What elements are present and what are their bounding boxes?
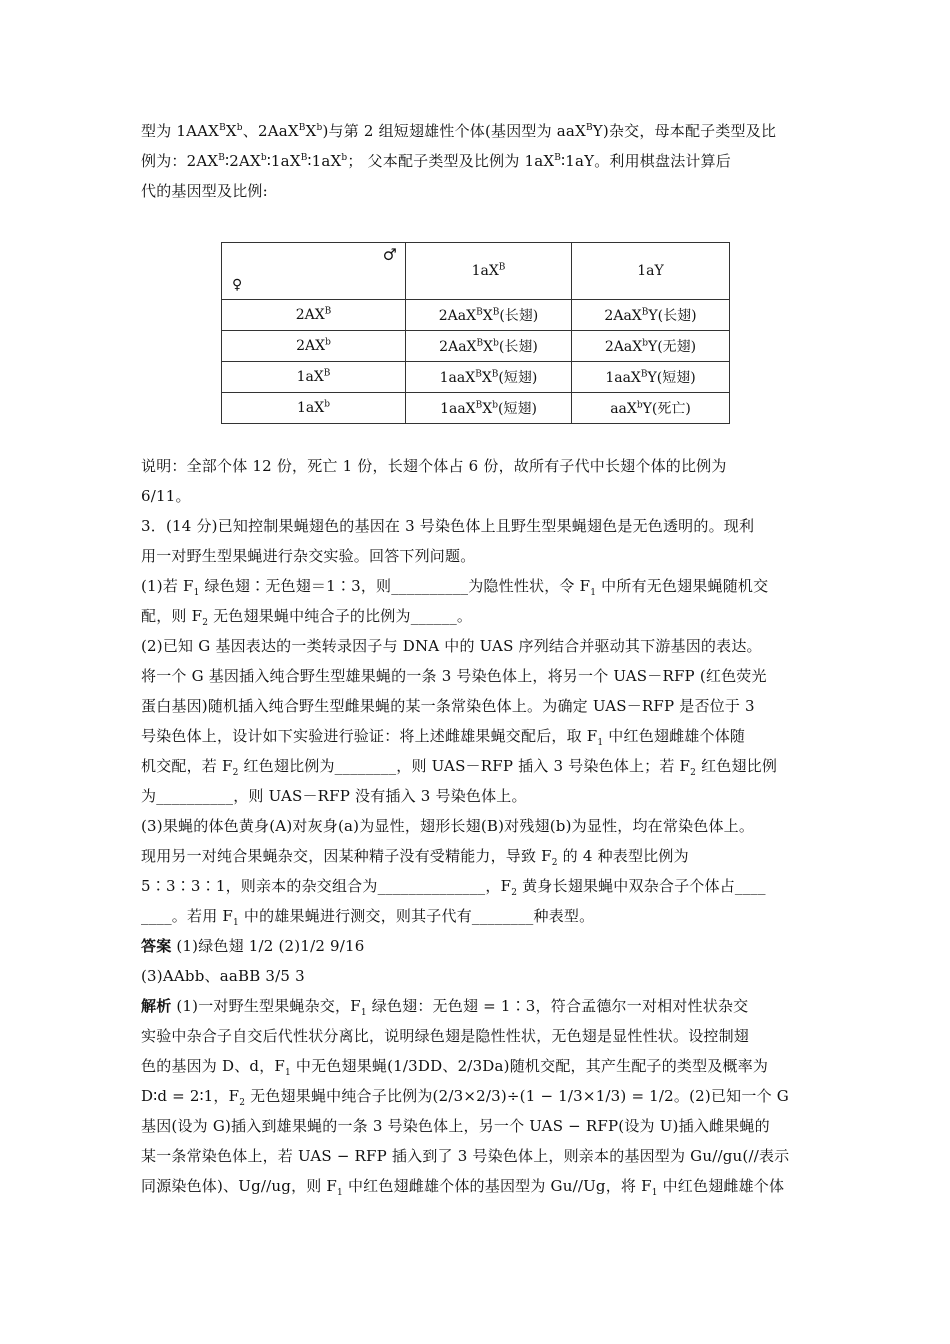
table-cell: $2AaX^BX^b$(长翅) [406, 331, 572, 362]
table-header-row [222, 243, 730, 300]
table-cell: aaX$^b$Y(死亡) [572, 393, 730, 424]
question-part-2-line-5: 机交配，若 $F_2$ 红色翅比例为________，则 UAS－RFP 插入 3 号染色体上；若 $F_2$ 红色翅比例 [141, 757, 778, 778]
punnett-table [221, 242, 730, 424]
question-part-3-line-4: ____。若用 $F_1$ 中的雄果蝇进行测交，则其子代有________种表型。 [141, 907, 595, 928]
table-header-cell: $1aX^B$ [406, 243, 572, 300]
body-section [141, 451, 813, 1201]
table-row-header: $1aX^b$ [222, 393, 406, 424]
analysis-line-3: 色的基因为 D、d，$F_1$ 中无色翅果蝇(1/3DD、2/3Da)随机交配，其产生配子的类型及概率为 [141, 1057, 769, 1078]
question-stem-line-1: 3．(14 分)已知控制果蝇翅色的基因在 3 号染色体上且野生型果蝇翅色是无色透明的。现利 [141, 517, 755, 535]
table-row-header: $2AX^B$ [222, 300, 406, 331]
question-part-2-line-4: 号染色体上，设计如下实验进行验证：将上述雌雄果蝇交配后，取 $F_1$ 中红色翅雌雄个体随 [141, 727, 746, 748]
note-line-2: 6/11。 [141, 487, 191, 505]
analysis-line-2: 实验中杂合子自交后代性状分离比，说明绿色翅是隐性性状，无色翅是显性性状。设控制翅 [141, 1027, 750, 1045]
analysis-line-5: 基因(设为 G)插入到雄果蝇的一条 3 号染色体上，另一个 UAS − RFP(设为 U)插入雌果蝇的 [141, 1117, 770, 1135]
question-part-3-line-3: 5∶3∶3∶1，则亲本的杂交组合为______________，$F_2$ 黄身长翅果蝇中双杂合子个体占____ [141, 877, 766, 898]
answer-label: 答案 [141, 937, 172, 955]
table-row [222, 362, 730, 393]
intro-line-2: 例为：$2AX^B∶2AX^b∶1aX^B∶1aX^b$； 父本配子类型及比例为 $1aX^B∶1aY$。利用棋盘法计算后 [141, 152, 732, 170]
table-cell: 1aaX$^B$Y(短翅) [572, 362, 730, 393]
intro-paragraph [141, 116, 813, 206]
analysis-line-7: 同源染色体)、Ug//ug，则 $F_1$ 中红色翅雌雄个体的基因型为 Gu//Ug，将 $F_1$ 中红色翅雌雄个体 [141, 1177, 785, 1198]
analysis-line-6: 某一条常染色体上，若 UAS − RFP 插入到了 3 号染色体上，则亲本的基因型为 Gu//gu(//表示 [141, 1147, 790, 1165]
question-part-2-line-1: (2)已知 G 基因表达的一类转录因子与 DNA 中的 UAS 序列结合并驱动其下游基因的表达。 [141, 637, 762, 655]
analysis-label: 解析 [141, 997, 172, 1015]
male-symbol-icon: ♂ [382, 245, 397, 264]
table-header-cell: 1aY [572, 243, 730, 300]
intro-line-3: 代的基因型及比例: [141, 182, 268, 200]
note-line-1: 说明：全部个体 12 份，死亡 1 份，长翅个体占 6 份，故所有子代中长翅个体的比例为 [141, 457, 727, 475]
question-part-1-line-2: 配，则 $F_2$ 无色翅果蝇中纯合子的比例为______。 [141, 607, 473, 628]
analysis-line-1: 解析 (1)一对野生型果蝇杂交，$F_1$ 绿色翅：无色翅 = 1∶3，符合孟德尔一对相对性状杂交 [141, 997, 749, 1018]
table-cell: 2AaX$^b$Y(无翅) [572, 331, 730, 362]
answer-line-2: (3)AAbb、aaBB 3/5 3 [141, 967, 305, 985]
table-cell: $2AaX^BX^B$(长翅) [406, 300, 572, 331]
table-row [222, 300, 730, 331]
table-cell: $1aaX^BX^B$(短翅) [406, 362, 572, 393]
question-part-3-line-1: (3)果蝇的体色黄身(A)对灰身(a)为显性，翅形长翅(B)对残翅(b)为显性，均在常染色体上。 [141, 817, 755, 835]
female-symbol-icon: ♀ [232, 277, 243, 293]
answer-line-1: 答案 (1)绿色翅 1/2 (2)1/2 9/16 [141, 937, 365, 955]
question-part-1-line-1: (1)若 $F_1$ 绿色翅∶无色翅＝1∶3，则__________为隐性性状，令 $F_1$ 中所有无色翅果蝇随机交 [141, 577, 769, 598]
table-row-header: $2AX^b$ [222, 331, 406, 362]
question-part-2-line-3: 蛋白基因)随机插入纯合野生型雌果蝇的某一条常染色体上。为确定 UAS－RFP 是否位于 3 [141, 697, 755, 715]
question-stem-line-2: 用一对野生型果蝇进行杂交实验。回答下列问题。 [141, 547, 476, 565]
question-part-3-line-2: 现用另一对纯合果蝇杂交，因某种精子没有受精能力，导致 $F_2$ 的 4 种表型比例为 [141, 847, 689, 868]
table-cell: $1aaX^BX^b$(短翅) [406, 393, 572, 424]
table-row [222, 393, 730, 424]
intro-line-1: 型为 $1AAX^BX^b$、$2AaX^BX^b$)与第 2 组短翅雄性个体(基因型为 aaX$^B$Y)杂交，母本配子类型及比 [141, 122, 777, 140]
table-corner-cell [222, 243, 406, 300]
analysis-line-4: D∶d = 2∶1，$F_2$ 无色翅果蝇中纯合子比例为(2/3×2/3)÷(1 − 1/3×1/3) = 1/2。(2)已知一个 G [141, 1087, 789, 1108]
table-row-header: $1aX^B$ [222, 362, 406, 393]
table-row [222, 331, 730, 362]
table-cell: 2AaX$^B$Y(长翅) [572, 300, 730, 331]
question-part-2-line-2: 将一个 G 基因插入纯合野生型雄果蝇的一条 3 号染色体上，将另一个 UAS－RFP (红色荧光 [141, 667, 767, 685]
question-part-2-line-6: 为__________，则 UAS－RFP 没有插入 3 号染色体上。 [141, 787, 527, 805]
